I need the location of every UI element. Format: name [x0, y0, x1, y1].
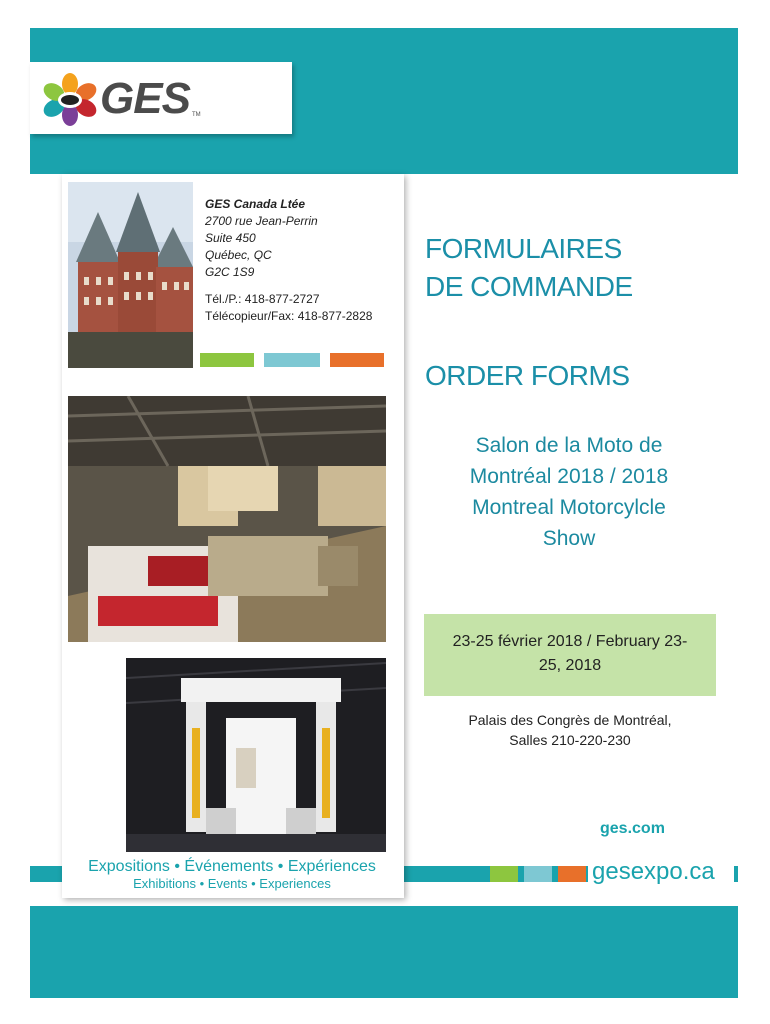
orange-swatch [330, 353, 384, 367]
bottom-banner [30, 906, 738, 998]
event-title-line3: Montreal Motorcylcle [472, 496, 666, 519]
website-link[interactable]: ges.com [600, 820, 665, 837]
footer-blue-swatch [524, 866, 552, 882]
logo-trademark: TM [192, 112, 201, 118]
event-dates-line1: 23-25 février 2018 / February 23- [452, 633, 688, 650]
phone-number: Tél./P.: 418-877-2727 [205, 292, 320, 306]
event-venue [424, 710, 716, 750]
trade-show-hall-photo [68, 396, 386, 642]
city-address: Québec, QC [205, 248, 272, 262]
event-dates-line2: 25, 2018 [538, 657, 602, 674]
blue-swatch [264, 353, 320, 367]
french-heading [425, 230, 633, 306]
suite-address: Suite 450 [205, 231, 256, 245]
footer-orange-swatch [558, 866, 586, 882]
fax-number: Télécopieur/Fax: 418-877-2828 [205, 309, 373, 323]
footer-green-swatch [490, 866, 518, 882]
english-heading: ORDER FORMS [425, 360, 630, 391]
event-title-line1: Salon de la Moto de [475, 434, 663, 457]
french-heading-line2: DE COMMANDE [425, 271, 633, 302]
ges-flower-logo-icon [40, 72, 100, 126]
logo-text: GES [100, 74, 190, 123]
company-name: GES Canada Ltée [205, 197, 306, 211]
tagline-french: Expositions • Événements • Expériences [88, 858, 376, 875]
event-venue-line2: Salles 210-220-230 [509, 732, 631, 748]
french-heading-line1: FORMULAIRES [425, 233, 622, 264]
event-title-line2: Montréal 2018 / 2018 [469, 465, 669, 488]
address-block [205, 196, 372, 325]
event-dates [424, 630, 716, 678]
street-address: 2700 rue Jean-Perrin [205, 214, 318, 228]
exhibit-booth-photo [126, 658, 386, 852]
gesexpo-link[interactable]: gesexpo.ca [592, 858, 715, 885]
tagline-english: Exhibitions • Events • Experiences [133, 876, 331, 891]
chateau-photo [68, 182, 193, 368]
postal-code: G2C 1S9 [205, 265, 255, 279]
event-title [424, 430, 714, 554]
event-venue-line1: Palais des Congrès de Montréal, [468, 712, 672, 728]
green-swatch [200, 353, 254, 367]
event-title-line4: Show [542, 527, 596, 550]
